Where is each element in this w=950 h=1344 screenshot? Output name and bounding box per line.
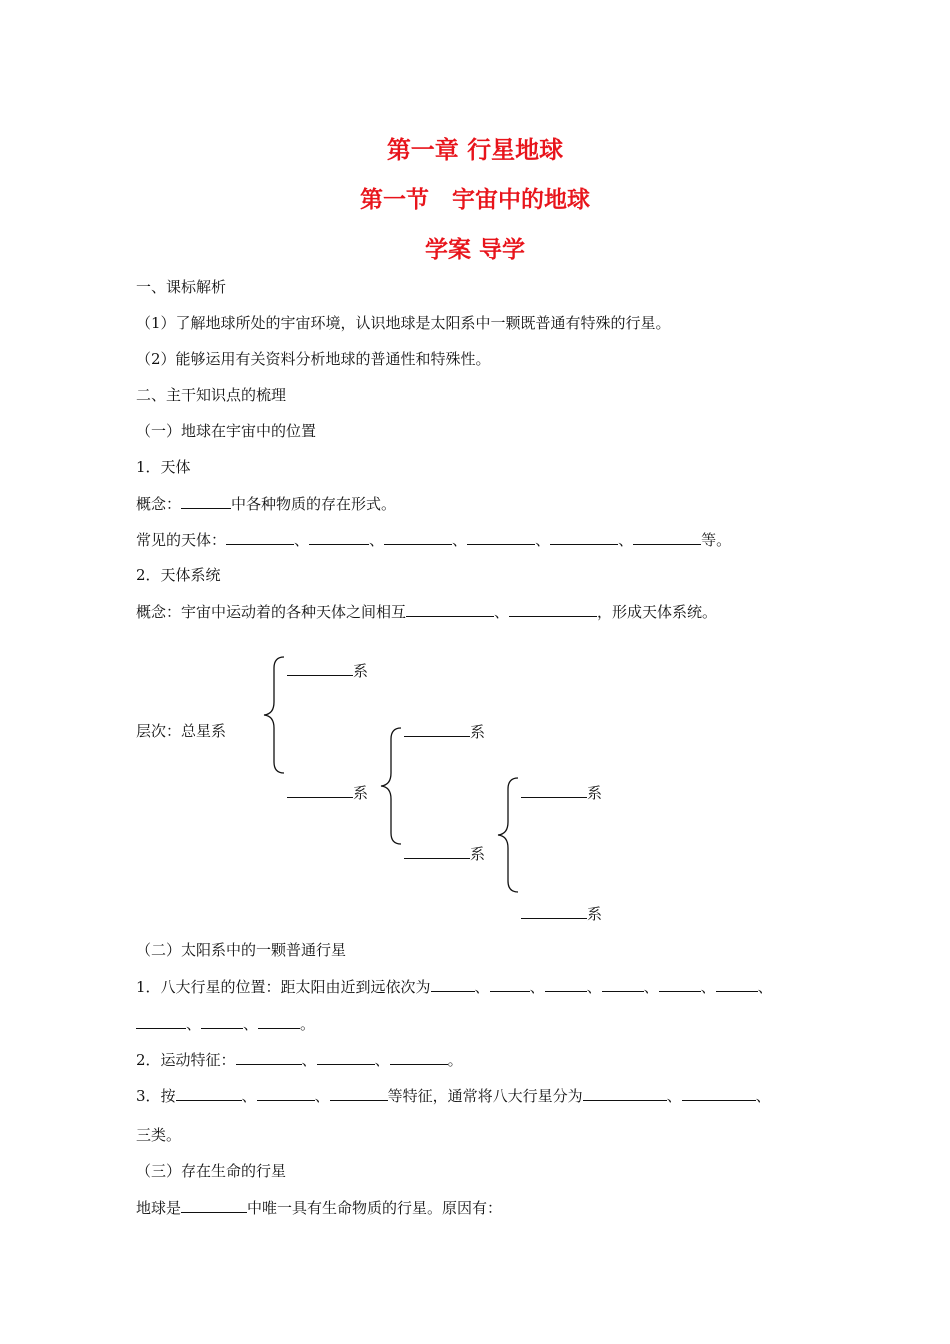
level-1-bottom [287, 782, 368, 803]
concept2-head: 概念：宇宙中运动着的各种天体之间相互 [136, 603, 407, 621]
blank[interactable] [583, 1085, 667, 1101]
section-title: 第一节 宇宙中的地球 [360, 187, 590, 213]
brace-level-3 [496, 777, 520, 893]
separator: 、 [755, 1087, 771, 1105]
blank[interactable] [602, 976, 644, 992]
separator: 、 [294, 531, 310, 549]
item-celestial-body: 1．天体 [136, 458, 191, 476]
separator: 、 [452, 531, 468, 549]
heading-curriculum: 一、课标解析 [136, 278, 227, 296]
level-1-top [287, 660, 368, 681]
blank[interactable] [181, 493, 231, 509]
blank[interactable] [236, 1049, 302, 1065]
etc: 等。 [701, 531, 732, 549]
blank[interactable] [257, 1085, 315, 1101]
separator: 、 [494, 603, 510, 621]
separator: 、 [186, 1015, 202, 1033]
separator: 、 [243, 1015, 259, 1033]
separator: 、 [374, 1051, 390, 1069]
blank[interactable] [258, 1013, 300, 1029]
blank[interactable] [390, 1049, 448, 1065]
blank[interactable] [317, 1049, 375, 1065]
xi: 系 [470, 845, 486, 863]
motion-head: 2．运动特征： [136, 1051, 236, 1069]
blank[interactable] [550, 529, 618, 545]
level-2-bottom [404, 843, 485, 864]
xi: 系 [353, 662, 369, 680]
item-celestial-system: 2．天体系统 [136, 566, 221, 584]
separator: 、 [241, 1087, 257, 1105]
blank[interactable] [384, 529, 452, 545]
subheading-solar-system: （二）太阳系中的一颗普通行星 [136, 941, 347, 959]
separator: 、 [314, 1087, 330, 1105]
separator: 、 [535, 531, 551, 549]
blank[interactable] [309, 529, 369, 545]
life-tail: 中唯一具有生命物质的行星。原因有： [247, 1199, 503, 1217]
blank[interactable] [545, 976, 587, 992]
xi: 系 [587, 784, 603, 802]
planets-head: 1．八大行星的位置：距太阳由近到远依次为 [136, 978, 431, 996]
level-3-bottom [521, 903, 602, 924]
level-2-top [404, 721, 485, 742]
class-head: 3．按 [136, 1087, 176, 1105]
life-line [136, 1197, 502, 1218]
separator: 、 [643, 978, 659, 996]
blank[interactable] [404, 843, 470, 859]
blank[interactable] [521, 782, 587, 798]
classification-tail: 三类。 [136, 1126, 182, 1144]
brace-level-2 [379, 727, 403, 845]
blank[interactable] [659, 976, 701, 992]
separator: 、 [757, 978, 773, 996]
separator: 、 [700, 978, 716, 996]
xi: 系 [470, 723, 486, 741]
separator: 、 [618, 531, 634, 549]
class-mid: 等特征，通常将八大行星分为 [387, 1087, 583, 1105]
planets-order-line [136, 976, 773, 997]
separator: 、 [586, 978, 602, 996]
concept-line-1 [136, 493, 396, 514]
chapter-title: 第一章 行星地球 [386, 136, 564, 164]
separator: 、 [474, 978, 490, 996]
blank[interactable] [633, 529, 701, 545]
blank[interactable] [201, 1013, 243, 1029]
blank[interactable] [716, 976, 758, 992]
concept-label: 概念： [136, 495, 182, 513]
heading-knowledge: 二、主干知识点的梳理 [136, 386, 287, 404]
objective-2: （2）能够运用有关资料分析地球的普通性和特殊性。 [136, 350, 491, 368]
period: 。 [300, 1015, 316, 1033]
blank[interactable] [287, 660, 353, 676]
period: 。 [447, 1051, 463, 1069]
blank[interactable] [181, 1197, 247, 1213]
brace-level-1 [262, 656, 286, 774]
blank[interactable] [406, 601, 494, 617]
blank[interactable] [330, 1085, 388, 1101]
xi: 系 [353, 784, 369, 802]
guide-title: 学案 导学 [424, 237, 525, 263]
blank[interactable] [176, 1085, 242, 1101]
blank[interactable] [509, 601, 597, 617]
subheading-position: （一）地球在宇宙中的位置 [136, 422, 317, 440]
hierarchy-label: 层次：总星系 [136, 722, 227, 740]
blank[interactable] [287, 782, 353, 798]
objective-1: （1）了解地球所处的宇宙环境，认识地球是太阳系中一颗既普通有特殊的行星。 [136, 314, 671, 332]
separator: 、 [301, 1051, 317, 1069]
subheading-life-planet: （三）存在生命的行星 [136, 1162, 287, 1180]
motion-line [136, 1049, 463, 1070]
level-3-top [521, 782, 602, 803]
blank[interactable] [404, 721, 470, 737]
planets-order-line-2 [136, 1013, 315, 1034]
classification-line [136, 1085, 771, 1106]
blank[interactable] [490, 976, 530, 992]
life-head: 地球是 [136, 1199, 182, 1217]
blank[interactable] [521, 903, 587, 919]
separator: 、 [529, 978, 545, 996]
concept-tail: 中各种物质的存在形式。 [231, 495, 397, 513]
separator: 、 [369, 531, 385, 549]
common-bodies-line [136, 529, 731, 550]
blank[interactable] [431, 976, 475, 992]
concept-line-2 [136, 601, 717, 622]
blank[interactable] [467, 529, 535, 545]
blank[interactable] [226, 529, 294, 545]
blank[interactable] [136, 1013, 186, 1029]
xi: 系 [587, 905, 603, 923]
concept2-tail: ，形成天体系统。 [597, 603, 718, 621]
separator: 、 [666, 1087, 682, 1105]
blank[interactable] [682, 1085, 756, 1101]
common-label: 常见的天体： [136, 531, 227, 549]
